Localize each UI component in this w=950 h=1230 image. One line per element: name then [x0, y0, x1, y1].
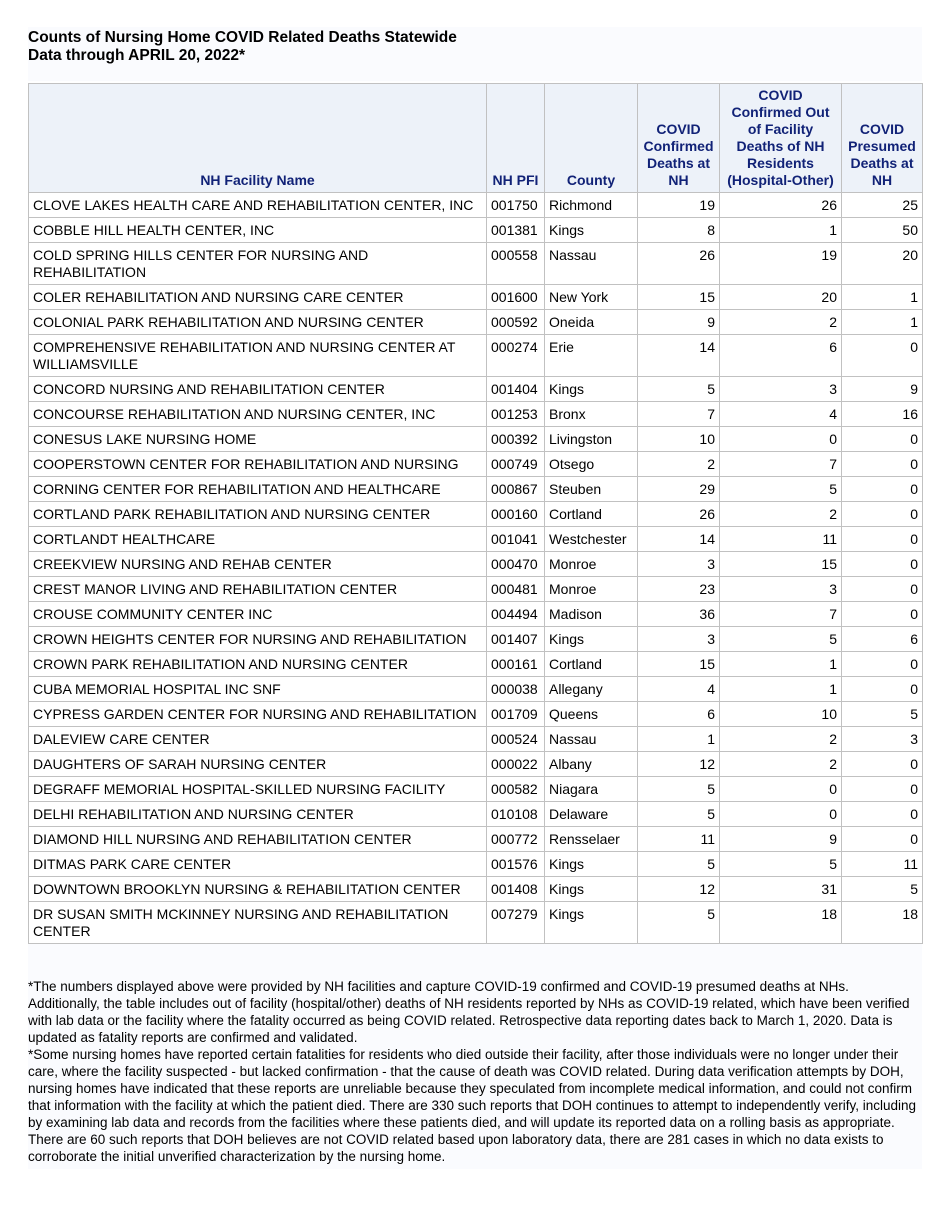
table-row — [29, 552, 923, 577]
facility-name-cell: DALEVIEW CARE CENTER — [29, 727, 487, 752]
facility-name-cell: DEGRAFF MEMORIAL HOSPITAL-SKILLED NURSING FACILITY — [29, 777, 487, 802]
column-header-presumed-deaths: COVID Presumed Deaths at NH — [842, 84, 923, 193]
pfi-cell: 004494 — [487, 602, 545, 627]
out-of-facility-deaths-cell: 6 — [720, 335, 842, 377]
pfi-cell: 001381 — [487, 218, 545, 243]
confirmed-deaths-cell: 23 — [638, 577, 720, 602]
presumed-deaths-cell: 0 — [842, 652, 923, 677]
pfi-cell: 001709 — [487, 702, 545, 727]
pfi-cell: 000161 — [487, 652, 545, 677]
confirmed-deaths-cell: 5 — [638, 852, 720, 877]
out-of-facility-deaths-cell: 7 — [720, 602, 842, 627]
pfi-cell: 000582 — [487, 777, 545, 802]
pfi-cell: 001408 — [487, 877, 545, 902]
out-of-facility-deaths-cell: 20 — [720, 285, 842, 310]
pfi-cell: 001750 — [487, 193, 545, 218]
table-row — [29, 335, 923, 377]
county-cell: Kings — [545, 377, 638, 402]
out-of-facility-deaths-cell: 26 — [720, 193, 842, 218]
table-row — [29, 677, 923, 702]
confirmed-deaths-cell: 14 — [638, 527, 720, 552]
county-cell: Livingston — [545, 427, 638, 452]
presumed-deaths-cell: 1 — [842, 285, 923, 310]
report-subtitle: Data through APRIL 20, 2022* — [28, 47, 246, 64]
confirmed-deaths-cell: 29 — [638, 477, 720, 502]
column-header-confirmed-deaths: COVID Confirmed Deaths at NH — [638, 84, 720, 193]
pfi-cell: 010108 — [487, 802, 545, 827]
out-of-facility-deaths-cell: 4 — [720, 402, 842, 427]
out-of-facility-deaths-cell: 11 — [720, 527, 842, 552]
table-row — [29, 902, 923, 944]
presumed-deaths-cell: 5 — [842, 877, 923, 902]
column-header-pfi: NH PFI — [487, 84, 545, 193]
presumed-deaths-cell: 5 — [842, 702, 923, 727]
out-of-facility-deaths-cell: 5 — [720, 852, 842, 877]
out-of-facility-deaths-cell: 3 — [720, 577, 842, 602]
confirmed-deaths-cell: 19 — [638, 193, 720, 218]
pfi-cell: 000772 — [487, 827, 545, 852]
facility-name-cell: COLD SPRING HILLS CENTER FOR NURSING AND REHABILITATION — [29, 243, 487, 285]
facility-name-cell: CONCOURSE REHABILITATION AND NURSING CENTER, INC — [29, 402, 487, 427]
table-row — [29, 802, 923, 827]
presumed-deaths-cell: 0 — [842, 577, 923, 602]
out-of-facility-deaths-cell: 9 — [720, 827, 842, 852]
out-of-facility-deaths-cell: 1 — [720, 677, 842, 702]
pfi-cell: 001404 — [487, 377, 545, 402]
facility-name-cell: CORTLANDT HEALTHCARE — [29, 527, 487, 552]
confirmed-deaths-cell: 11 — [638, 827, 720, 852]
facility-name-cell: COLER REHABILITATION AND NURSING CARE CENTER — [29, 285, 487, 310]
county-cell: Kings — [545, 902, 638, 944]
presumed-deaths-cell: 0 — [842, 477, 923, 502]
presumed-deaths-cell: 0 — [842, 335, 923, 377]
out-of-facility-deaths-cell: 5 — [720, 477, 842, 502]
table-row — [29, 702, 923, 727]
presumed-deaths-cell: 3 — [842, 727, 923, 752]
confirmed-deaths-cell: 2 — [638, 452, 720, 477]
presumed-deaths-cell: 0 — [842, 752, 923, 777]
facility-name-cell: CREST MANOR LIVING AND REHABILITATION CENTER — [29, 577, 487, 602]
facility-name-cell: CORTLAND PARK REHABILITATION AND NURSING CENTER — [29, 502, 487, 527]
out-of-facility-deaths-cell: 10 — [720, 702, 842, 727]
pfi-cell: 000524 — [487, 727, 545, 752]
out-of-facility-deaths-cell: 5 — [720, 627, 842, 652]
facility-name-cell: DAUGHTERS OF SARAH NURSING CENTER — [29, 752, 487, 777]
out-of-facility-deaths-cell: 0 — [720, 777, 842, 802]
table-row — [29, 285, 923, 310]
out-of-facility-deaths-cell: 31 — [720, 877, 842, 902]
county-cell: Richmond — [545, 193, 638, 218]
table-row — [29, 602, 923, 627]
county-cell: Oneida — [545, 310, 638, 335]
table-row — [29, 752, 923, 777]
column-header-county: County — [545, 84, 638, 193]
confirmed-deaths-cell: 12 — [638, 752, 720, 777]
facility-name-cell: CROWN PARK REHABILITATION AND NURSING CENTER — [29, 652, 487, 677]
presumed-deaths-cell: 11 — [842, 852, 923, 877]
confirmed-deaths-cell: 10 — [638, 427, 720, 452]
facility-name-cell: CROWN HEIGHTS CENTER FOR NURSING AND REHABILITATION — [29, 627, 487, 652]
pfi-cell: 000160 — [487, 502, 545, 527]
out-of-facility-deaths-cell: 2 — [720, 752, 842, 777]
presumed-deaths-cell: 0 — [842, 677, 923, 702]
pfi-cell: 000470 — [487, 552, 545, 577]
table-row — [29, 527, 923, 552]
presumed-deaths-cell: 0 — [842, 802, 923, 827]
pfi-cell: 000749 — [487, 452, 545, 477]
pfi-cell: 000481 — [487, 577, 545, 602]
out-of-facility-deaths-cell: 15 — [720, 552, 842, 577]
county-cell: Nassau — [545, 243, 638, 285]
out-of-facility-deaths-cell: 7 — [720, 452, 842, 477]
confirmed-deaths-cell: 26 — [638, 243, 720, 285]
facility-name-cell: CYPRESS GARDEN CENTER FOR NURSING AND REHABILITATION — [29, 702, 487, 727]
table-row — [29, 377, 923, 402]
facility-name-cell: COLONIAL PARK REHABILITATION AND NURSING CENTER — [29, 310, 487, 335]
pfi-cell: 001576 — [487, 852, 545, 877]
table-body — [29, 193, 923, 944]
presumed-deaths-cell: 25 — [842, 193, 923, 218]
footnote-2: *Some nursing homes have reported certain fatalities for residents who died outside their facility, after those individuals were no longer under their care, where the facility suspected - but lacked confirmation - that the cause of death was COVID related. During data verification attempts by DOH, nursing homes have indicated that these reports are unreliable because they speculated from incomplete medical information, and could not confirm that information with the facility at which the patient died. There are 330 such reports that DOH continues to attempt to independently verify, including by examining lab data and records from the facilities where these patients died, and will update its reported data on a rolling basis as appropriate. There are 60 such reports that DOH believes are not COVID related based upon laboratory data, there are 281 cases in which no data exists to corroborate the initial unverified characterization by the nursing home. — [28, 1047, 916, 1164]
confirmed-deaths-cell: 7 — [638, 402, 720, 427]
county-cell: Bronx — [545, 402, 638, 427]
presumed-deaths-cell: 0 — [842, 552, 923, 577]
county-cell: Nassau — [545, 727, 638, 752]
facility-name-cell: CREEKVIEW NURSING AND REHAB CENTER — [29, 552, 487, 577]
pfi-cell: 001041 — [487, 527, 545, 552]
pfi-cell: 000592 — [487, 310, 545, 335]
confirmed-deaths-cell: 15 — [638, 285, 720, 310]
confirmed-deaths-cell: 9 — [638, 310, 720, 335]
column-header-facility-name: NH Facility Name — [29, 84, 487, 193]
table-row — [29, 877, 923, 902]
county-cell: Steuben — [545, 477, 638, 502]
confirmed-deaths-cell: 14 — [638, 335, 720, 377]
facility-name-cell: CONESUS LAKE NURSING HOME — [29, 427, 487, 452]
facility-name-cell: COBBLE HILL HEALTH CENTER, INC — [29, 218, 487, 243]
pfi-cell: 000274 — [487, 335, 545, 377]
presumed-deaths-cell: 1 — [842, 310, 923, 335]
pfi-cell: 000038 — [487, 677, 545, 702]
county-cell: Albany — [545, 752, 638, 777]
table-row — [29, 452, 923, 477]
presumed-deaths-cell: 0 — [842, 827, 923, 852]
confirmed-deaths-cell: 6 — [638, 702, 720, 727]
presumed-deaths-cell: 0 — [842, 502, 923, 527]
facility-name-cell: CLOVE LAKES HEALTH CARE AND REHABILITATION CENTER, INC — [29, 193, 487, 218]
table-row — [29, 652, 923, 677]
report-title: Counts of Nursing Home COVID Related Deaths Statewide — [28, 29, 457, 46]
presumed-deaths-cell: 9 — [842, 377, 923, 402]
table-row — [29, 577, 923, 602]
pfi-cell: 000867 — [487, 477, 545, 502]
county-cell: Madison — [545, 602, 638, 627]
presumed-deaths-cell: 16 — [842, 402, 923, 427]
presumed-deaths-cell: 0 — [842, 777, 923, 802]
confirmed-deaths-cell: 8 — [638, 218, 720, 243]
out-of-facility-deaths-cell: 1 — [720, 652, 842, 677]
county-cell: Otsego — [545, 452, 638, 477]
county-cell: Cortland — [545, 502, 638, 527]
table-row — [29, 627, 923, 652]
out-of-facility-deaths-cell: 1 — [720, 218, 842, 243]
table-row — [29, 852, 923, 877]
out-of-facility-deaths-cell: 0 — [720, 427, 842, 452]
out-of-facility-deaths-cell: 2 — [720, 727, 842, 752]
county-cell: Cortland — [545, 652, 638, 677]
county-cell: Kings — [545, 627, 638, 652]
table-row — [29, 218, 923, 243]
out-of-facility-deaths-cell: 3 — [720, 377, 842, 402]
facility-name-cell: DELHI REHABILITATION AND NURSING CENTER — [29, 802, 487, 827]
pfi-cell: 001253 — [487, 402, 545, 427]
out-of-facility-deaths-cell: 18 — [720, 902, 842, 944]
facility-name-cell: COMPREHENSIVE REHABILITATION AND NURSING CENTER AT WILLIAMSVILLE — [29, 335, 487, 377]
table-row — [29, 502, 923, 527]
facility-name-cell: DOWNTOWN BROOKLYN NURSING & REHABILITATION CENTER — [29, 877, 487, 902]
confirmed-deaths-cell: 12 — [638, 877, 720, 902]
table-row — [29, 827, 923, 852]
pfi-cell: 000022 — [487, 752, 545, 777]
pfi-cell: 007279 — [487, 902, 545, 944]
table-row — [29, 777, 923, 802]
table-header-row — [29, 84, 923, 193]
facility-name-cell: DR SUSAN SMITH MCKINNEY NURSING AND REHABILITATION CENTER — [29, 902, 487, 944]
pfi-cell: 000392 — [487, 427, 545, 452]
deaths-table — [28, 83, 923, 944]
report-title-block — [28, 27, 922, 81]
pfi-cell: 001407 — [487, 627, 545, 652]
confirmed-deaths-cell: 3 — [638, 627, 720, 652]
presumed-deaths-cell: 6 — [842, 627, 923, 652]
confirmed-deaths-cell: 5 — [638, 802, 720, 827]
confirmed-deaths-cell: 15 — [638, 652, 720, 677]
out-of-facility-deaths-cell: 2 — [720, 310, 842, 335]
facility-name-cell: DITMAS PARK CARE CENTER — [29, 852, 487, 877]
county-cell: Allegany — [545, 677, 638, 702]
table-row — [29, 427, 923, 452]
facility-name-cell: CONCORD NURSING AND REHABILITATION CENTER — [29, 377, 487, 402]
table-row — [29, 193, 923, 218]
county-cell: Kings — [545, 218, 638, 243]
table-row — [29, 243, 923, 285]
county-cell: Monroe — [545, 577, 638, 602]
presumed-deaths-cell: 50 — [842, 218, 923, 243]
out-of-facility-deaths-cell: 2 — [720, 502, 842, 527]
county-cell: New York — [545, 285, 638, 310]
confirmed-deaths-cell: 26 — [638, 502, 720, 527]
county-cell: Westchester — [545, 527, 638, 552]
county-cell: Delaware — [545, 802, 638, 827]
county-cell: Queens — [545, 702, 638, 727]
facility-name-cell: CUBA MEMORIAL HOSPITAL INC SNF — [29, 677, 487, 702]
out-of-facility-deaths-cell: 0 — [720, 802, 842, 827]
presumed-deaths-cell: 0 — [842, 452, 923, 477]
column-header-out-of-facility-deaths: COVID Confirmed Out of Facility Deaths of NH Residents (Hospital-Other) — [720, 84, 842, 193]
confirmed-deaths-cell: 3 — [638, 552, 720, 577]
facility-name-cell: COOPERSTOWN CENTER FOR REHABILITATION AND NURSING — [29, 452, 487, 477]
presumed-deaths-cell: 0 — [842, 527, 923, 552]
out-of-facility-deaths-cell: 19 — [720, 243, 842, 285]
footnotes — [28, 944, 922, 1169]
confirmed-deaths-cell: 5 — [638, 377, 720, 402]
pfi-cell: 001600 — [487, 285, 545, 310]
confirmed-deaths-cell: 4 — [638, 677, 720, 702]
presumed-deaths-cell: 18 — [842, 902, 923, 944]
presumed-deaths-cell: 0 — [842, 427, 923, 452]
table-row — [29, 727, 923, 752]
pfi-cell: 000558 — [487, 243, 545, 285]
confirmed-deaths-cell: 36 — [638, 602, 720, 627]
county-cell: Erie — [545, 335, 638, 377]
county-cell: Kings — [545, 877, 638, 902]
facility-name-cell: CORNING CENTER FOR REHABILITATION AND HEALTHCARE — [29, 477, 487, 502]
table-row — [29, 477, 923, 502]
presumed-deaths-cell: 20 — [842, 243, 923, 285]
confirmed-deaths-cell: 5 — [638, 902, 720, 944]
table-row — [29, 310, 923, 335]
facility-name-cell: DIAMOND HILL NURSING AND REHABILITATION CENTER — [29, 827, 487, 852]
presumed-deaths-cell: 0 — [842, 602, 923, 627]
county-cell: Kings — [545, 852, 638, 877]
table-row — [29, 402, 923, 427]
footnote-1: *The numbers displayed above were provided by NH facilities and capture COVID-19 confirmed and COVID-19 presumed deaths at NHs. Additionally, the table includes out of facility (hospital/other) deaths of NH residents reported by NHs as COVID-19 related, which have been verified with lab data or the facility where the fatality occurred as being COVID related. Retrospective data reporting dates back to March 1, 2020. Data is updated as fatality reports are confirmed and validated. — [28, 979, 910, 1045]
confirmed-deaths-cell: 5 — [638, 777, 720, 802]
confirmed-deaths-cell: 1 — [638, 727, 720, 752]
facility-name-cell: CROUSE COMMUNITY CENTER INC — [29, 602, 487, 627]
county-cell: Niagara — [545, 777, 638, 802]
county-cell: Monroe — [545, 552, 638, 577]
county-cell: Rensselaer — [545, 827, 638, 852]
